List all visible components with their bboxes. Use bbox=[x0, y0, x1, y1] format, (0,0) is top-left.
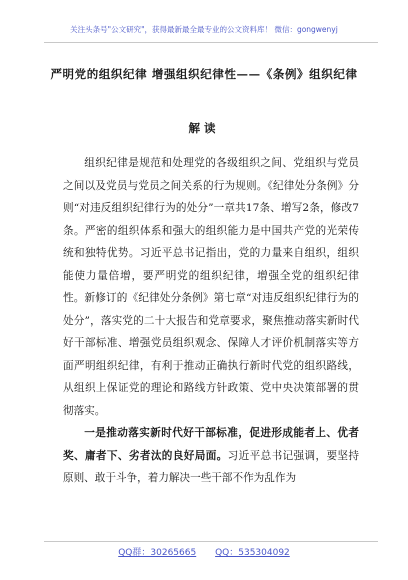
header-notice: 关注头条号"公文研究"，获得最新最全最专业的公文资料库！ 微信：gongwenyj bbox=[70, 25, 338, 34]
body-paragraph-lead bbox=[63, 422, 359, 490]
footer-divider bbox=[44, 541, 378, 542]
lead-text: 习近平总书记强调，要坚持原则、敢于斗争，着力解决一些干部不作为乱作为 bbox=[63, 449, 359, 484]
document-body bbox=[63, 152, 359, 490]
body-paragraph: 组织纪律是规范和处理党的各级组织之间、党组织与党员之间以及党员与党员之间关系的行为规则。《纪律处分条例》分则“对违反组织纪律行为的处分”一章共17条、增写2条，修改7条。严密的组织体系和强大的组织能力是中国共产党的光荣传统和独特优势。习近平总书记指出，党的力量来自组织，组织能使力量倍增，要严明党的组织纪律，增强全党的组织纪律性。新修订的《纪律处分条例》第七章“对违反组织纪律行为的处分”，落实党的二十大报告和党章要求，聚焦推动落实新时代好干部标准、增强党员组织观念、保障人才评价机制落实等方面严明组织纪律，有利于推动正确执行新时代党的组织路线，从组织上保证党的理论和路线方针政策、党中央决策部署的贯彻落实。 bbox=[63, 157, 359, 417]
document-subtitle: 解读 bbox=[188, 121, 220, 135]
footer-contact bbox=[0, 545, 408, 558]
qq-link[interactable]: QQ：535304092 bbox=[215, 548, 290, 558]
qq-group-link[interactable]: QQ群：30265665 bbox=[118, 548, 197, 558]
lead-heading: 一是推动落实新时代好干部标准，促进形成能者上、优者奖、庸者下、劣者汰的良好局面。 bbox=[63, 427, 359, 462]
document-title: 严明党的组织纪律 增强组织纪律性——《条例》组织纪律 bbox=[50, 67, 358, 81]
header-divider bbox=[44, 42, 378, 43]
